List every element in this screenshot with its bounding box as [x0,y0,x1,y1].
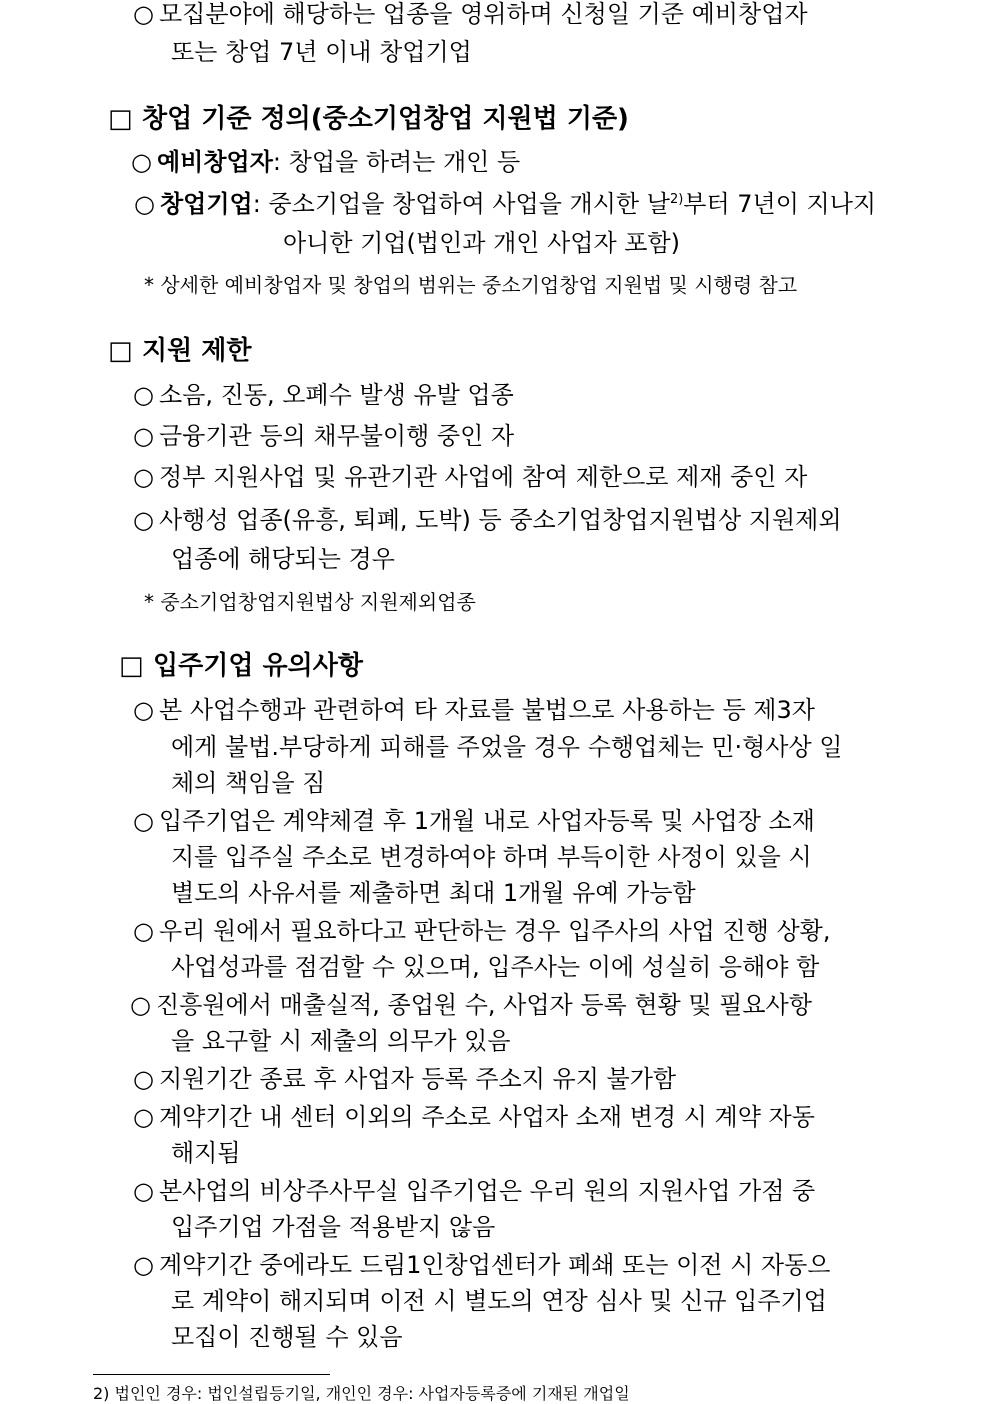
square-box-icon: □ [119,651,144,681]
restriction-item-continued: 업종에 해당되는 경우 [171,545,395,573]
definition-item-startup-line-2: 아니한 기업(법인과 개인 사업자 포함) [283,229,681,257]
definition-term: 예비창업자 [157,148,273,176]
footnote-ref: 2) [669,192,684,207]
footnote-divider [93,1374,330,1375]
notice-line: 사업성과를 점검할 수 있으며, 입주사는 이에 성실히 응해야 함 [171,953,820,981]
circle-bullet-icon: ○ [133,917,154,945]
intro-line-2: 또는 창업 7년 이내 창업기업 [171,38,472,66]
notice-item: ○ 우리 원에서 필요하다고 판단하는 경우 입주사의 사업 진행 상황, [133,917,831,945]
notice-item: ○ 지원기간 종료 후 사업자 등록 주소지 유지 불가함 [133,1065,677,1093]
notice-item: ○ 진흥원에서 매출실적, 종업원 수, 사업자 등록 현황 및 필요사항 [130,991,812,1019]
notice-line: 체의 책임을 짐 [171,769,326,797]
restriction-item: ○ 소음, 진동, 오폐수 발생 유발 업종 [133,381,514,409]
intro-item [133,0,808,28]
circle-bullet-icon: ○ [133,1177,154,1205]
circle-bullet-icon: ○ [133,1103,154,1131]
section-heading-definition [108,104,629,134]
square-box-icon: □ [108,104,133,134]
section-heading-notice [119,651,363,681]
definition-text: : 창업을 하려는 개인 등 [272,148,521,176]
circle-bullet-icon: ○ [133,506,154,534]
notice-line: 을 요구할 시 제출의 의무가 있음 [171,1027,511,1055]
definition-text-after: 부터 7년이 지나지 [683,190,877,218]
notice-item: ○ 입주기업은 계약체결 후 1개월 내로 사업자등록 및 사업장 소재 [133,807,815,835]
definition-item-startup [134,190,876,218]
notice-line: 에게 불법.부당하게 피해를 주었을 경우 수행업체는 민·형사상 일 [171,733,843,761]
notice-item: ○ 본사업의 비상주사무실 입주기업은 우리 원의 지원사업 가점 중 [133,1177,816,1205]
notice-line: 입주기업 가점을 적용받지 않음 [171,1213,496,1241]
notice-heading-text: 입주기업 유의사항 [153,651,363,681]
circle-bullet-icon: ○ [133,1065,154,1093]
notice-line: 로 계약이 해지되며 이전 시 별도의 연장 심사 및 신규 입주기업 [171,1287,827,1315]
notice-line: 해지됨 [171,1139,241,1167]
definition-item-prestartup [131,148,520,176]
circle-bullet-icon: ○ [133,1251,154,1279]
notice-line: 별도의 사유서를 제출하면 최대 1개월 유예 가능함 [171,879,696,907]
restriction-heading-text: 지원 제한 [142,336,252,366]
footnote: 2) 법인인 경우: 법인설립등기일, 개인인 경우: 사업자등록증에 기재된 개업일 [93,1384,630,1403]
notice-line: 지를 입주실 주소로 변경하여야 하며 부득이한 사정이 있을 시 [171,843,812,871]
circle-bullet-icon: ○ [133,463,154,491]
circle-bullet-icon: ○ [130,991,151,1019]
definition-note: * 상세한 예비창업자 및 창업의 범위는 중소기업창업 지원법 및 시행령 참고 [144,273,798,297]
circle-bullet-icon: ○ [131,148,152,176]
square-box-icon: □ [108,336,133,366]
circle-bullet-icon: ○ [134,190,155,218]
notice-item: ○ 계약기간 중에라도 드림1인창업센터가 폐쇄 또는 이전 시 자동으 [133,1251,831,1279]
definition-text: : 중소기업을 창업하여 사업을 개시한 날 [252,190,670,218]
restriction-item: ○ 사행성 업종(유흥, 퇴폐, 도박) 등 중소기업창업지원법상 지원제외 [133,506,842,534]
definition-heading-text: 창업 기준 정의(중소기업창업 지원법 기준) [142,104,629,134]
notice-line: 모집이 진행될 수 있음 [171,1323,403,1351]
restriction-item: ○ 정부 지원사업 및 유관기관 사업에 참여 제한으로 제재 중인 자 [133,463,808,491]
circle-bullet-icon: ○ [133,381,154,409]
restriction-item: ○ 금융기관 등의 채무불이행 중인 자 [133,422,515,450]
restriction-note: * 중소기업창업지원법상 지원제외업종 [144,590,476,614]
circle-bullet-icon: ○ [133,422,154,450]
intro-line-1: 모집분야에 해당하는 업종을 영위하며 신청일 기준 예비창업자 [159,0,808,28]
circle-bullet-icon: ○ [133,0,154,28]
circle-bullet-icon: ○ [133,696,154,724]
notice-item: ○ 본 사업수행과 관련하여 타 자료를 불법으로 사용하는 등 제3자 [133,696,815,724]
notice-item: ○ 계약기간 내 센터 이외의 주소로 사업자 소재 변경 시 계약 자동 [133,1103,815,1131]
section-heading-restriction [108,336,252,366]
circle-bullet-icon: ○ [133,807,154,835]
definition-term: 창업기업 [160,190,253,218]
